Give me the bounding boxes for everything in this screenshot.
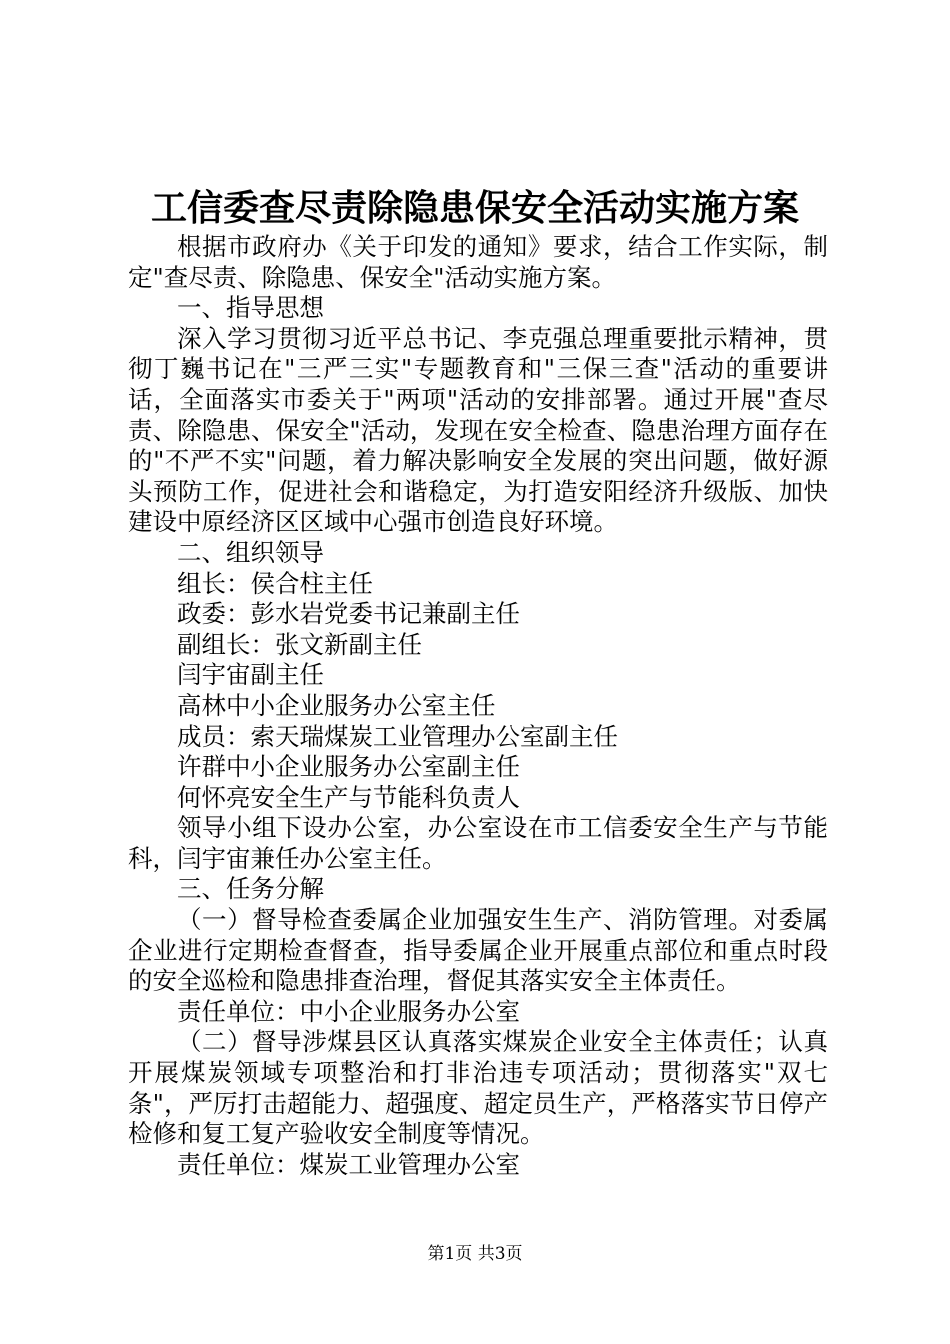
list-item: 闫宇宙副主任 <box>177 660 324 690</box>
paragraph-task-2: （二）督导涉煤县区认真落实煤炭企业安全主体责任；认真开展煤炭领域专项整治和打非治违专项活动；贯彻落实"双七条"，严厉打击超能力、超强度、超定员生产，严格落实节日停产检修和复工复产验收安全制度等情况。 <box>128 1027 828 1149</box>
list-item: 组长：侯合柱主任 <box>177 568 373 598</box>
paragraph-task-1: （一）督导检查委属企业加强安生生产、消防管理。对委属企业进行定期检查督查，指导委属企业开展重点部位和重点时段的安全巡检和隐患排查治理，督促其落实安全主体责任。 <box>128 905 828 996</box>
list-item: 何怀亮安全生产与节能科负责人 <box>177 782 520 812</box>
paragraph-task-2-unit: 责任单位：煤炭工业管理办公室 <box>177 1149 520 1179</box>
list-item: 高林中小企业服务办公室主任 <box>177 690 496 720</box>
section-heading-organization: 二、组织领导 <box>177 537 324 567</box>
list-item: 政委：彭水岩党委书记兼副主任 <box>177 599 520 629</box>
paragraph-task-1-unit: 责任单位：中小企业服务办公室 <box>177 996 520 1026</box>
list-item: 许群中小企业服务办公室副主任 <box>177 752 520 782</box>
paragraph-guiding-ideology: 深入学习贯彻习近平总书记、李克强总理重要批示精神，贯彻丁巍书记在"三严三实"专题教育和"三保三查"活动的重要讲话，全面落实市委关于"两项"活动的安排部署。通过开展"查尽责、除隐患、保安全"活动，发现在安全检查、隐患治理方面存在的"不严不实"问题，着力解决影响安全发展的突出问题，做好源头预防工作，促进社会和谐稳定，为打造安阳经济升级版、加快建设中原经济区区域中心强市创造良好环境。 <box>128 323 828 537</box>
list-item: 成员：索天瑞煤炭工业管理办公室副主任 <box>177 721 618 751</box>
section-heading-guiding-ideology: 一、指导思想 <box>177 293 324 323</box>
document-title: 工信委查尽责除隐患保安全活动实施方案 <box>150 187 799 229</box>
section-heading-tasks: 三、任务分解 <box>177 874 324 904</box>
list-item: 副组长：张文新副主任 <box>177 629 422 659</box>
paragraph-office: 领导小组下设办公室，办公室设在市工信委安全生产与节能科，闫宇宙兼任办公室主任。 <box>128 813 828 873</box>
paragraph-intro: 根据市政府办《关于印发的通知》要求，结合工作实际，制定"查尽责、除隐患、保安全"活动实施方案。 <box>128 232 828 292</box>
page-footer: 第1页 共3页 <box>427 1244 523 1264</box>
document-body <box>128 232 828 1180</box>
